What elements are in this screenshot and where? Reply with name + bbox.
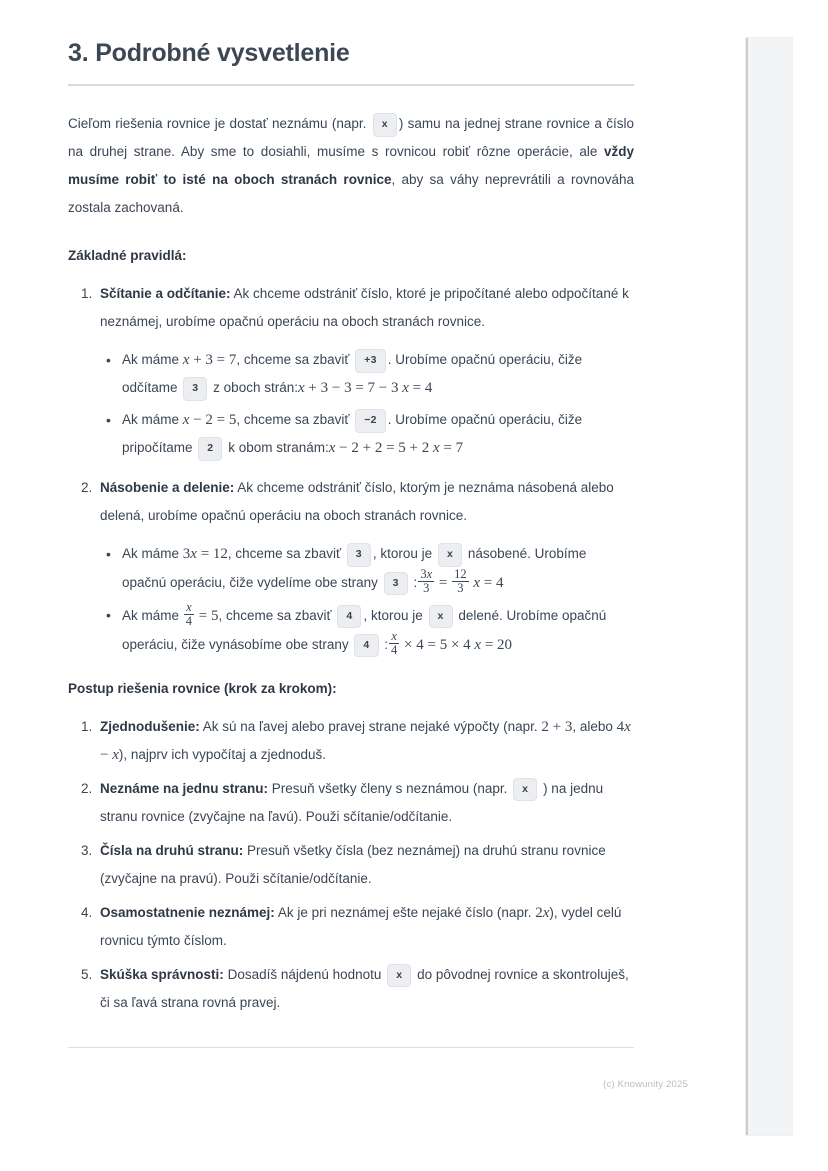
step-1-text-c: ), najprv ich vypočítaj a zjednoduš. [118,746,326,762]
ex-text: z oboch strán: [209,380,298,395]
step-3-title: Čísla na druhú stranu: [100,842,244,858]
ex-equation: x + 3 − 3 = 7 − 3 x = 4 [297,380,433,396]
ex-math: × 4 = 5 × 4 x = 20 [400,636,513,653]
title-divider [68,84,634,86]
ex-text: , chceme sa zbaviť [227,546,345,561]
ex-math: 3x = 12 [182,546,228,562]
bottom-divider [68,1047,634,1048]
ex-text: , ktorou je [372,546,436,561]
operation-chip: 3 [384,572,408,596]
rule-1-title: Sčítanie a odčítanie: [100,286,231,301]
intro-text-3: , aby sa váhy neprevrátili a rovnováha zostala zachovaná. [68,172,634,215]
rule-2-text: Ak chceme odstrániť číslo, ktorým je neznáma násobená alebo delená, urobíme opačnú operáciu na oboch stranách rovnice. [100,480,614,523]
fraction: $\frac{x}{4}$ [185,599,193,628]
ex-math: + 3 = 7 [189,352,237,368]
ex-text: . Urobíme opačnú operáciu, čiže odčítame [122,352,583,395]
footer-copyright: (c) Knowunity 2025 [603,1079,688,1090]
step-1-text-b: , alebo [572,718,617,734]
ex-math: = 5 [195,607,219,624]
variable-chip-x: x [513,778,537,802]
rules-heading: Základné pravidlá: [68,248,187,263]
ex-text: násobené. Urobíme opačnú operáciu, čiže vydelíme obe strany [122,546,587,590]
ex-math-var: x [182,352,190,368]
ex-text: . Urobíme opačnú operáciu, čiže pripočítame [122,412,583,455]
fraction: $\frac{12}{3}$ [454,567,467,596]
operation-chip: +3 [355,349,386,373]
ex-text: , chceme sa zbaviť [236,412,354,427]
document-content [68,36,634,1048]
step-4-title: Osamostatnenie neznámej: [100,904,275,920]
ex-math: − 2 = 5 [189,412,237,428]
ex-text: delené. Urobíme opačnú operáciu, čiže vynásobíme obe strany [122,607,607,652]
list-item [122,406,634,462]
step-1-title: Zjednodušenie: [100,718,200,734]
ex-equation: x − 2 + 2 = 5 + 2 x = 7 [328,440,464,456]
step-4-text-b: ), vydel celú rovnicu týmto číslom. [100,904,622,948]
intro-paragraph [68,110,634,222]
rule-1-examples [100,346,634,462]
rule-2-examples [100,540,634,659]
ex-text: : [409,574,418,590]
ex-text: : [380,636,389,652]
ex-text: Ak máme [122,607,183,623]
intro-text-1: Cieľom riešenia rovnice je dostať neznámu (napr. [68,116,371,131]
step-5-title: Skúška správnosti: [100,966,224,982]
operation-chip: 3 [183,377,207,401]
ex-math: x = 4 [473,574,504,591]
ex-text: Ak máme [122,546,183,561]
fraction: $\frac{3x}{3}$ [420,567,433,596]
list-item [122,601,634,659]
ex-text: Ak máme [122,352,183,367]
step-1-math-1: 2 + 3 [541,718,573,735]
rule-item-2 [96,474,634,659]
step-2-title: Neznáme na jednu stranu: [100,780,269,796]
ex-math-var: x [182,412,190,428]
ex-text: k obom stranám: [224,440,329,455]
variable-chip-x: x [373,113,397,137]
operation-chip: 4 [337,605,361,629]
step-1-math-2: 4x − x [100,718,631,763]
intro-text-2: ) samu na jednej strane rovnice a číslo na druhej strane. Aby sme to dosiahli, musíme s rovnicou robiť rôzne operácie, ale [68,116,634,159]
rule-1-text: Ak chceme odstrániť číslo, ktoré je pripočítané alebo odpočítané k neznámej, urobíme opačnú operáciu na oboch stranách rovnice. [100,286,629,329]
variable-chip-x: x [438,543,462,567]
operation-chip: 2 [198,437,222,461]
ex-text: , chceme sa zbaviť [218,607,336,623]
ex-text: , ktorou je [363,607,427,623]
page-scrollbar[interactable] [746,38,792,1135]
procedure-item-3 [96,837,634,893]
list-item [122,346,634,402]
operation-chip: −2 [355,409,386,433]
procedure-item-5 [96,961,634,1017]
page-title: 3. Podrobné vysvetlenie [68,39,350,67]
ex-math: = [435,574,452,591]
step-2-text-b: ) na jednu stranu rovnice (zvyčajne na ľavú). Použi sčítanie/odčítanie. [100,780,604,824]
list-item [122,540,634,597]
operation-chip: 3 [347,543,371,567]
step-5-text-b: do pôvodnej rovnice a skontroluješ, či sa ľavá strana rovná pravej. [100,966,629,1010]
rule-2-title: Násobenie a delenie: [100,480,235,495]
step-1-text-a: Ak sú na ľavej alebo pravej strane nejaké výpočty (napr. [199,718,542,734]
fraction: $\frac{x}{4}$ [391,628,398,657]
procedure-item-4 [96,899,634,955]
procedure-heading: Postup riešenia rovnice (krok za krokom): [68,680,337,696]
step-4-text-a: Ak je pri neznámej ešte nejaké číslo (napr. [274,904,536,920]
procedure-list [68,713,634,1017]
rules-list [68,280,634,659]
step-3-text: Presuň všetky čísla (bez neznámej) na druhú stranu rovnice (zvyčajne na pravú). Použi sčítanie/odčítanie. [100,842,606,886]
operation-chip: 4 [354,634,378,658]
procedure-item-1 [96,713,634,769]
intro-emphasis: vždy musíme robiť to isté na oboch stranách rovnice [68,144,634,187]
procedure-item-2 [96,775,634,831]
step-4-math: 2x [535,904,550,921]
step-2-text-a: Presuň všetky členy s neznámou (napr. [268,780,512,796]
variable-chip-x: x [387,964,411,988]
variable-chip-x: x [429,605,453,629]
step-5-text-a: Dosadíš nájdenú hodnotu [223,966,386,982]
ex-text: Ak máme [122,412,183,427]
rule-item-1 [96,280,634,462]
ex-text: , chceme sa zbaviť [236,352,354,367]
